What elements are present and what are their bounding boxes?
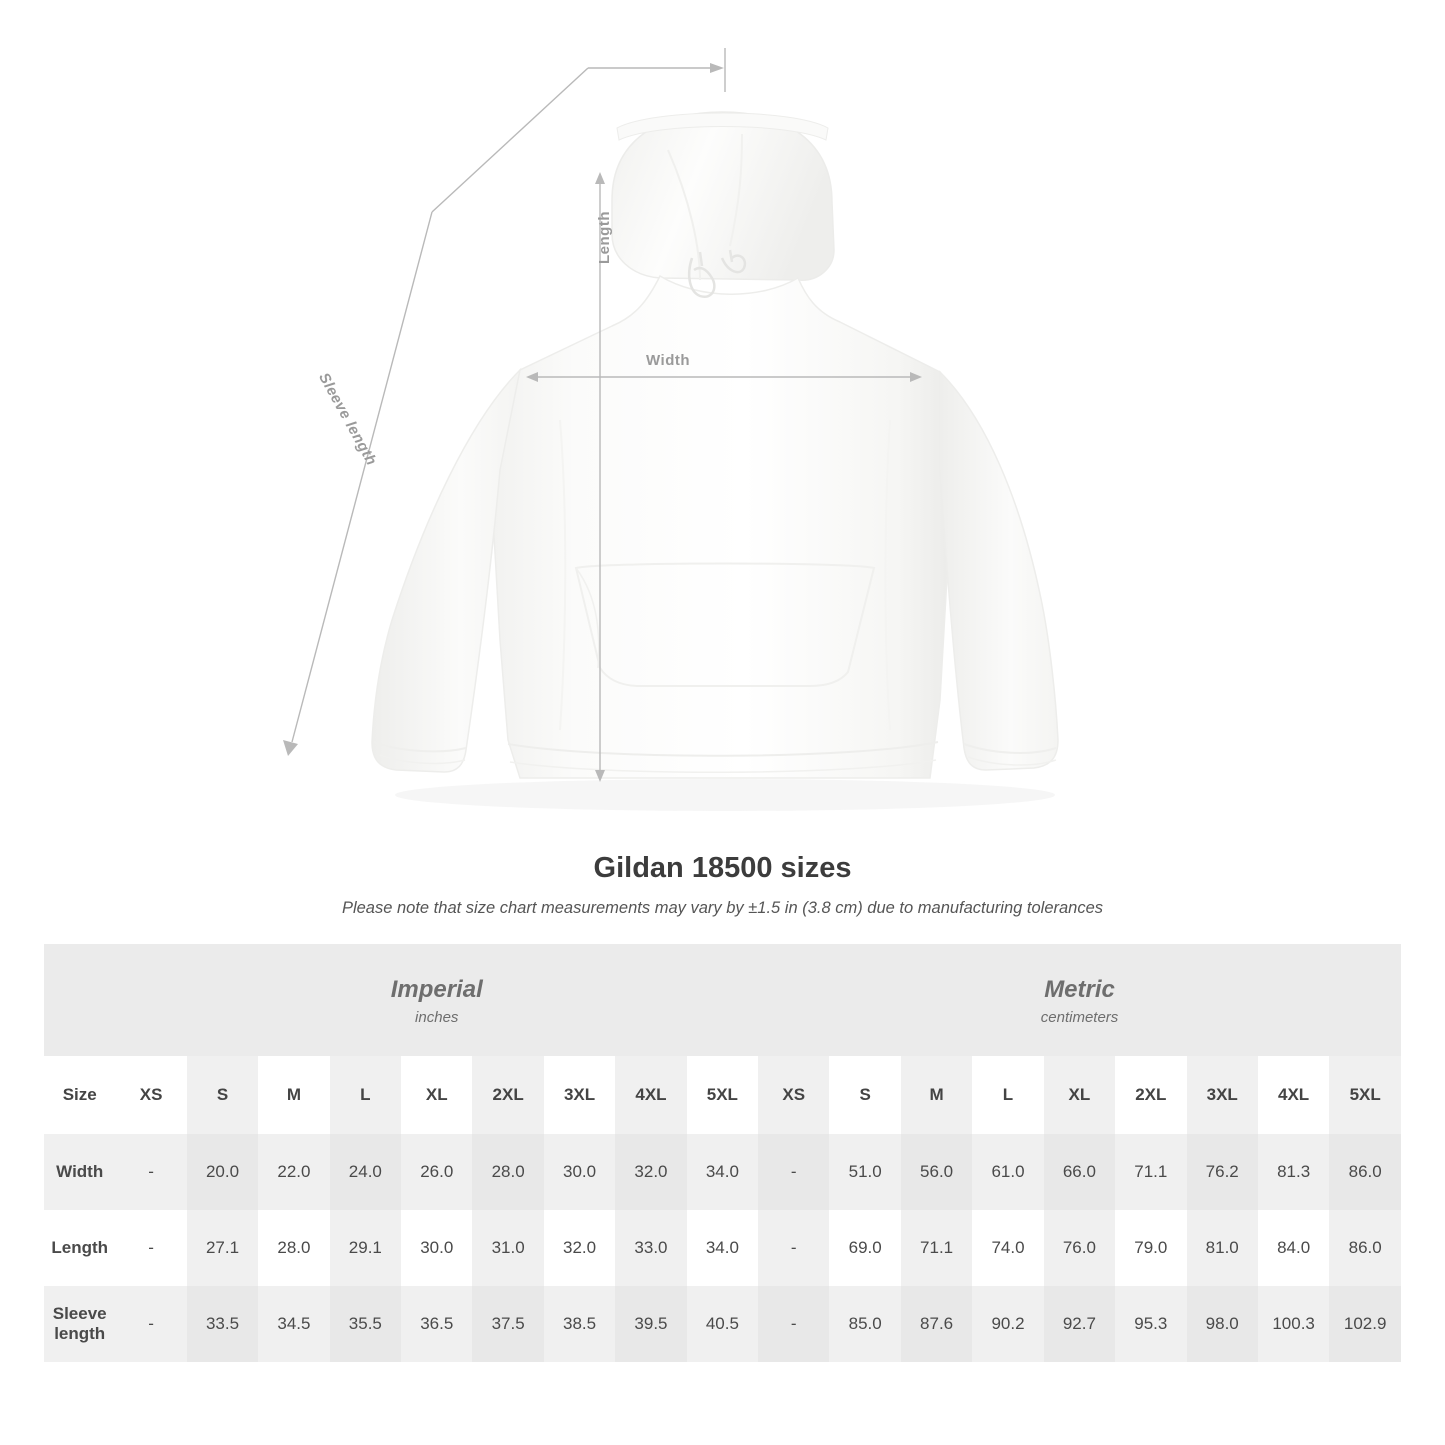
cell-width-metric-6: 76.2 xyxy=(1187,1134,1258,1210)
row-label-sleeve-length: Sleeve length xyxy=(44,1286,115,1362)
size-header-metric-5: 2XL xyxy=(1135,1085,1167,1104)
cell-width-metric-3: 61.0 xyxy=(972,1134,1043,1210)
cell-length-imperial-6: 32.0 xyxy=(563,1238,597,1257)
cell-sleeve-imperial-3: 35.5 xyxy=(330,1286,401,1362)
cell-sleeve-imperial-0: - xyxy=(115,1286,186,1362)
row-label-width: Width xyxy=(44,1134,115,1210)
cell-length-imperial-7: 33.0 xyxy=(615,1210,686,1286)
cell-length-metric-4: 76.0 xyxy=(1044,1210,1115,1286)
unit-header-row xyxy=(44,944,1401,1056)
unit-header-spacer xyxy=(44,944,115,1056)
size-header-row xyxy=(44,1056,1401,1134)
size-header-metric-4: XL xyxy=(1044,1056,1115,1134)
cell-sleeve-metric-0: - xyxy=(758,1286,829,1362)
size-header-imperial-2: M xyxy=(286,1085,301,1104)
cell-sleeve-metric-1: 85.0 xyxy=(829,1286,900,1362)
size-header-imperial-0: XS xyxy=(139,1085,163,1104)
cell-length-metric-8: 86.0 xyxy=(1329,1210,1401,1286)
cell-width-imperial-2: 22.0 xyxy=(258,1134,329,1210)
cell-sleeve-imperial-5: 37.5 xyxy=(472,1286,543,1362)
size-header-metric-0: XS xyxy=(758,1056,829,1134)
size-header-metric-6: 3XL xyxy=(1187,1056,1258,1134)
size-header-imperial-7: 4XL xyxy=(615,1056,686,1134)
row-label-length: Length xyxy=(51,1238,109,1257)
cell-sleeve-metric-3: 90.2 xyxy=(972,1286,1043,1362)
size-header-label: Size xyxy=(62,1085,97,1104)
cell-length-imperial-8: 34.0 xyxy=(705,1238,739,1257)
cell-length-imperial-1: 27.1 xyxy=(187,1210,258,1286)
cell-width-imperial-3: 24.0 xyxy=(330,1134,401,1210)
cell-sleeve-metric-2: 87.6 xyxy=(901,1286,972,1362)
cell-sleeve-imperial-6: 38.5 xyxy=(544,1286,615,1362)
cell-length-metric-2: 71.1 xyxy=(901,1210,972,1286)
cell-width-imperial-0: - xyxy=(115,1134,186,1210)
cell-sleeve-metric-8: 102.9 xyxy=(1329,1286,1401,1362)
cell-sleeve-metric-5: 95.3 xyxy=(1115,1286,1186,1362)
cell-sleeve-metric-6: 98.0 xyxy=(1187,1286,1258,1362)
table-row xyxy=(44,1286,1401,1362)
size-header-metric-8: 5XL xyxy=(1329,1056,1401,1134)
cell-width-imperial-8: 34.0 xyxy=(687,1134,758,1210)
size-table xyxy=(44,944,1401,1362)
table-row xyxy=(44,1134,1401,1210)
cell-length-metric-0: - xyxy=(758,1210,829,1286)
cell-length-imperial-0: - xyxy=(148,1238,154,1257)
cell-width-metric-1: 51.0 xyxy=(829,1134,900,1210)
size-header-imperial-8: 5XL xyxy=(706,1085,738,1104)
size-table-wrap xyxy=(0,944,1445,1362)
size-header-metric-7: 4XL xyxy=(1278,1085,1310,1104)
unit-metric-sub: centimeters xyxy=(1040,1008,1119,1026)
cell-length-imperial-2: 28.0 xyxy=(277,1238,311,1257)
cell-length-metric-1: 69.0 xyxy=(848,1238,882,1257)
table-row xyxy=(44,1210,1401,1286)
size-header-imperial-6: 3XL xyxy=(563,1085,596,1104)
cell-length-metric-7: 84.0 xyxy=(1277,1238,1311,1257)
cell-width-imperial-6: 30.0 xyxy=(544,1134,615,1210)
label-width: Width xyxy=(646,352,691,369)
cell-length-imperial-5: 31.0 xyxy=(472,1210,543,1286)
page-title: Gildan 18500 sizes xyxy=(593,852,852,884)
unit-imperial-sub: inches xyxy=(415,1008,459,1026)
cell-sleeve-imperial-2: 34.5 xyxy=(258,1286,329,1362)
size-header-imperial-4: XL xyxy=(425,1085,448,1104)
cell-length-metric-6: 81.0 xyxy=(1187,1210,1258,1286)
unit-imperial-name: Imperial xyxy=(390,975,483,1003)
size-header-imperial-5: 2XL xyxy=(472,1056,543,1134)
cell-width-metric-0: - xyxy=(758,1134,829,1210)
label-sleeve-length: Sleeve length xyxy=(315,370,381,469)
cell-sleeve-imperial-4: 36.5 xyxy=(401,1286,472,1362)
cell-sleeve-imperial-1: 33.5 xyxy=(187,1286,258,1362)
cell-sleeve-imperial-8: 40.5 xyxy=(687,1286,758,1362)
cell-width-imperial-5: 28.0 xyxy=(472,1134,543,1210)
size-header-metric-1: S xyxy=(859,1085,871,1104)
size-header-metric-2: M xyxy=(901,1056,972,1134)
size-header-imperial-3: L xyxy=(330,1056,401,1134)
size-header-metric-3: L xyxy=(1002,1085,1014,1104)
cell-length-imperial-4: 30.0 xyxy=(420,1238,454,1257)
size-header-imperial-1: S xyxy=(187,1056,258,1134)
unit-metric-name: Metric xyxy=(1044,975,1115,1003)
cell-length-imperial-3: 29.1 xyxy=(330,1210,401,1286)
cell-length-metric-5: 79.0 xyxy=(1134,1238,1168,1257)
cell-width-imperial-4: 26.0 xyxy=(401,1134,472,1210)
cell-width-imperial-1: 20.0 xyxy=(187,1134,258,1210)
label-length: Length xyxy=(596,211,613,264)
cell-width-metric-2: 56.0 xyxy=(901,1134,972,1210)
unit-header-metric xyxy=(758,944,1401,1056)
cell-width-metric-4: 66.0 xyxy=(1044,1134,1115,1210)
cell-sleeve-metric-7: 100.3 xyxy=(1258,1286,1329,1362)
cell-width-imperial-7: 32.0 xyxy=(615,1134,686,1210)
cell-length-metric-3: 74.0 xyxy=(991,1238,1025,1257)
tolerance-note: Please note that size chart measurements may vary by ±1.5 in (3.8 cm) due to manufacturing tolerances xyxy=(341,899,1104,917)
unit-header-imperial xyxy=(115,944,758,1056)
cell-width-metric-7: 81.3 xyxy=(1258,1134,1329,1210)
cell-width-metric-8: 86.0 xyxy=(1329,1134,1401,1210)
cell-sleeve-imperial-7: 39.5 xyxy=(615,1286,686,1362)
cell-width-metric-5: 71.1 xyxy=(1115,1134,1186,1210)
title-block xyxy=(0,830,1445,918)
cell-sleeve-metric-4: 92.7 xyxy=(1044,1286,1115,1362)
